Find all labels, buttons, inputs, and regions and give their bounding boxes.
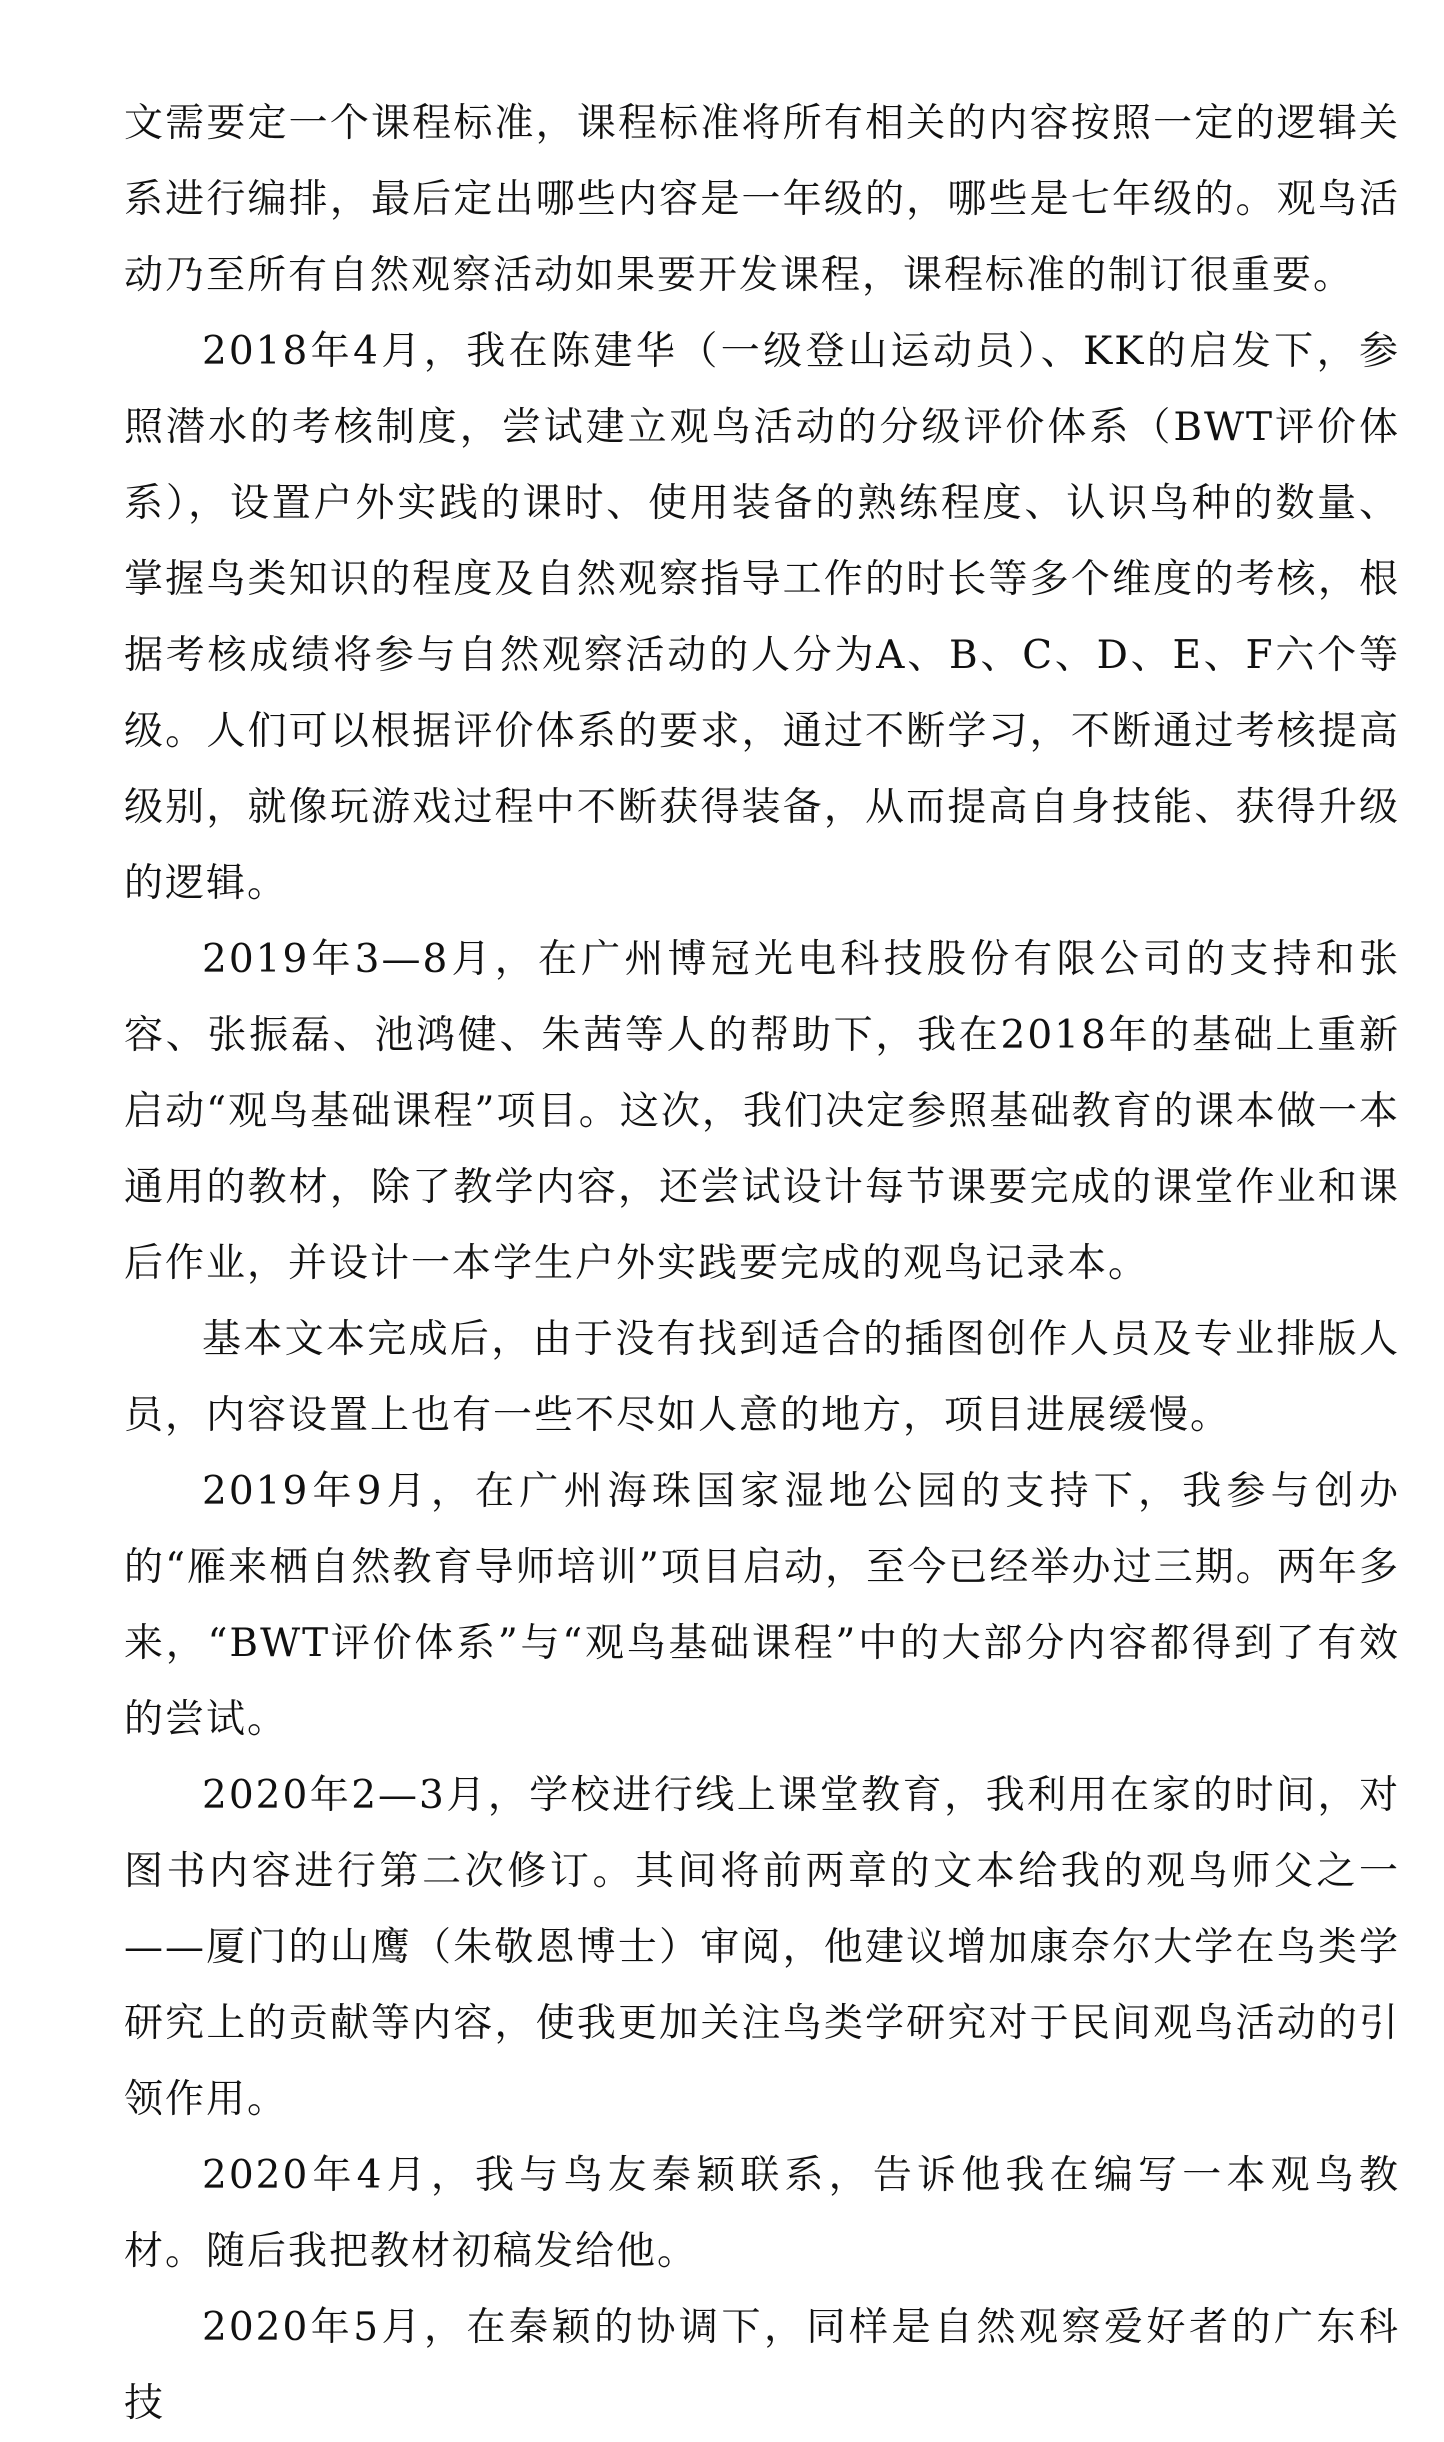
paragraph-2018-april: 2018年4月，我在陈建华（一级登山运动员）、KK的启发下，参照潜水的考核制度，尝试建立观鸟活动的分级评价体系（BWT评价体系），设置户外实践的课时、使用装备的熟练程度、认识鸟种的数量、掌握鸟类知识的程度及自然观察指导工作的时长等多个维度的考核，根据考核成绩将参与自然观察活动的人分为A、B、C、D、E、F六个等级。人们可以根据评价体系的要求，通过不断学习，不断通过考核提高级别，就像玩游戏过程中不断获得装备，从而提高自身技能、获得升级的逻辑。 [124,329,1400,906]
paragraph-2019-september: 2019年9月，在广州海珠国家湿地公园的支持下，我参与创办的“雁来栖自然教育导师培训”项目启动，至今已经举办过三期。两年多来，“BWT评价体系”与“观鸟基础课程”中的大部分内容都得到了有效的尝试。 [124,1469,1400,1742]
paragraph-2019-march-august: 2019年3—8月，在广州博冠光电科技股份有限公司的支持和张容、张振磊、池鸿健、朱茜等人的帮助下，我在2018年的基础上重新启动“观鸟基础课程”项目。这次，我们决定参照基础教育的课本做一本通用的教材，除了教学内容，还尝试设计每节课要完成的课堂作业和课后作业，并设计一本学生户外实践要完成的观鸟记录本。 [124,937,1400,1286]
body-text [124,86,1400,2442]
paragraph-basic-text-completed: 基本文本完成后，由于没有找到适合的插图创作人员及专业排版人员，内容设置上也有一些不尽如人意的地方，项目进展缓慢。 [124,1317,1400,1438]
paragraph-2020-april: 2020年4月，我与鸟友秦颖联系，告诉他我在编写一本观鸟教材。随后我把教材初稿发给他。 [124,2153,1400,2274]
paragraph-2020-may: 2020年5月，在秦颖的协调下，同样是自然观察爱好者的广东科技 [124,2305,1400,2426]
paragraph-continuation: 文需要定一个课程标准，课程标准将所有相关的内容按照一定的逻辑关系进行编排，最后定出哪些内容是一年级的，哪些是七年级的。观鸟活动乃至所有自然观察活动如果要开发课程，课程标准的制订很重要。 [124,101,1400,298]
paragraph-2020-february-march: 2020年2—3月，学校进行线上课堂教育，我利用在家的时间，对图书内容进行第二次修订。其间将前两章的文本给我的观鸟师父之一——厦门的山鹰（朱敬恩博士）审阅，他建议增加康奈尔大学在鸟类学研究上的贡献等内容，使我更加关注鸟类学研究对于民间观鸟活动的引领作用。 [124,1773,1400,2122]
